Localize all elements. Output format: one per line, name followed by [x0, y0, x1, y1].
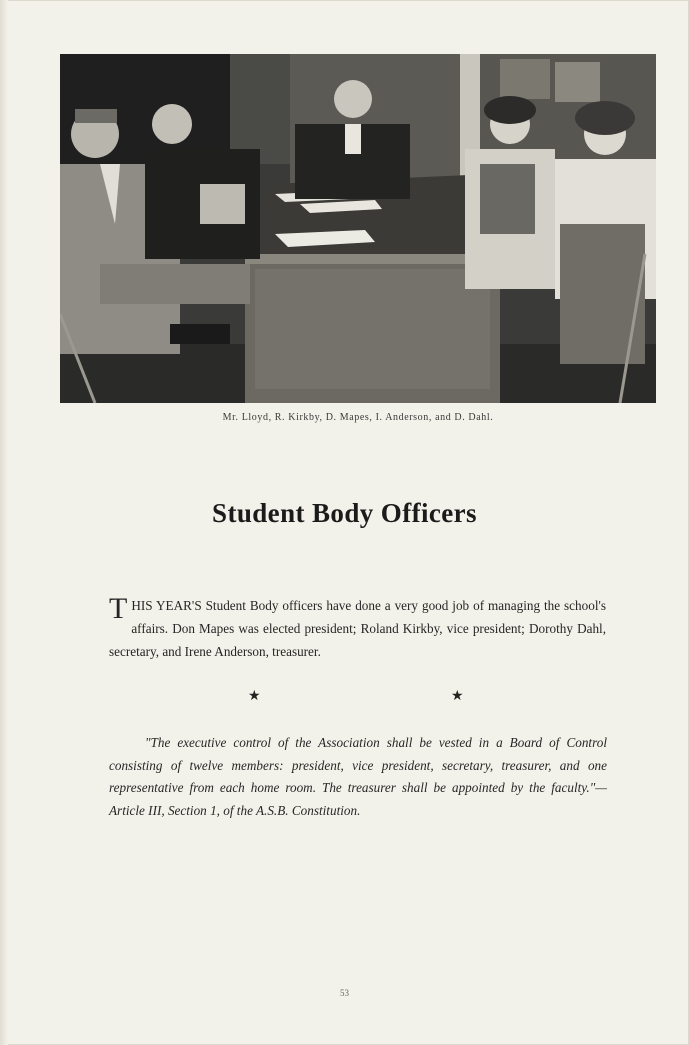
officers-photo: [60, 54, 656, 403]
star-ornament-right: ★: [451, 689, 464, 704]
photo-caption: Mr. Lloyd, R. Kirkby, D. Mapes, I. Anderson, and D. Dahl.: [222, 412, 494, 423]
page-number: 53: [340, 988, 349, 998]
constitution-quote: "The executive control of the Association shall be vested in a Board of Control consisting of twelve members: president, vice president, secretary, treasurer, and one representative from each home room. The treasurer shall be appointed by the faculty."—Article III, Section 1, of the A.S.B. Constitution.: [109, 735, 607, 818]
intro-dropcap: T: [109, 592, 128, 625]
intro-text: HIS YEAR'S Student Body officers have done a very good job of managing the school's affairs. Don Mapes was elected president; Roland Kirkby, vice president; Dorothy Dahl, secretary, and Irene Anderson, treasurer.: [109, 598, 606, 659]
star-ornament-left: ★: [248, 689, 261, 704]
intro-paragraph: [109, 594, 606, 663]
page-title: Student Body Officers: [212, 498, 477, 528]
officers-photo-drawing: [60, 54, 656, 403]
